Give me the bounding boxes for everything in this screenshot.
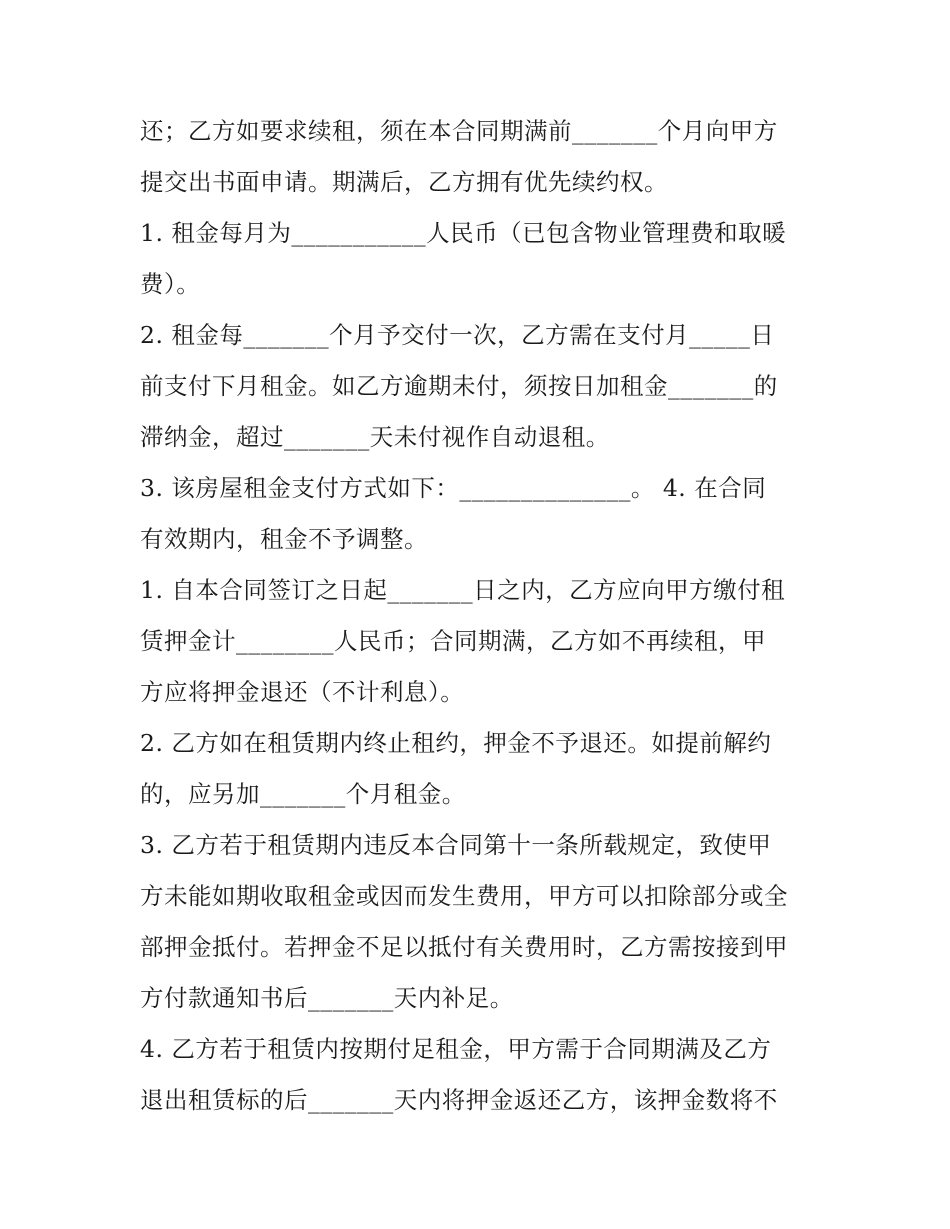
text-line: 3. 该房屋租金支付方式如下：______________。 4. 在合同 [140, 474, 767, 502]
text-line: 前支付下月租金。如乙方逾期未付，须按日加租金_______的 [140, 372, 778, 400]
text-line: 滞纳金，超过_______天未付视作自动退租。 [140, 423, 610, 451]
text-line: 2. 租金每_______个月予交付一次，乙方需在支付月_____日 [140, 321, 775, 349]
text-line: 方应将押金退还（不计利息）。 [140, 678, 465, 706]
text-line: 赁押金计________人民币；合同期满，乙方如不再续租，甲 [140, 627, 766, 655]
text-line: 方未能如期收取租金或因而发生费用，甲方可以扣除部分或全 [140, 882, 788, 910]
text-line: 2. 乙方如在租赁期内终止租约，押金不予退还。如提前解约 [140, 729, 772, 757]
text-line: 有效期内，租金不予调整。 [140, 525, 428, 553]
document-body [140, 106, 820, 1126]
text-line: 方付款通知书后_______天内补足。 [140, 984, 514, 1012]
text-line: 退出租赁标的后_______天内将押金返还乙方，该押金数将不 [140, 1086, 778, 1114]
text-line: 3. 乙方若于租赁期内违反本合同第十一条所载规定，致使甲 [140, 831, 772, 859]
text-line: 还；乙方如要求续租，须在本合同期满前_______个月向甲方 [140, 117, 778, 145]
text-line: 费）。 [140, 270, 201, 298]
text-line: 部押金抵付。若押金不足以抵付有关费用时，乙方需按接到甲 [140, 933, 788, 961]
text-line: 1. 租金每月为___________人民币（已包含物业管理费和取暖 [140, 219, 787, 247]
text-line: 4. 乙方若于租赁内按期付足租金，甲方需于合同期满及乙方 [140, 1035, 772, 1063]
text-line: 的，应另加_______个月租金。 [140, 780, 466, 808]
text-line: 1. 自本合同签订之日起_______日之内，乙方应向甲方缴付租 [140, 576, 786, 604]
text-line: 提交出书面申请。期满后，乙方拥有优先续约权。 [140, 168, 668, 196]
